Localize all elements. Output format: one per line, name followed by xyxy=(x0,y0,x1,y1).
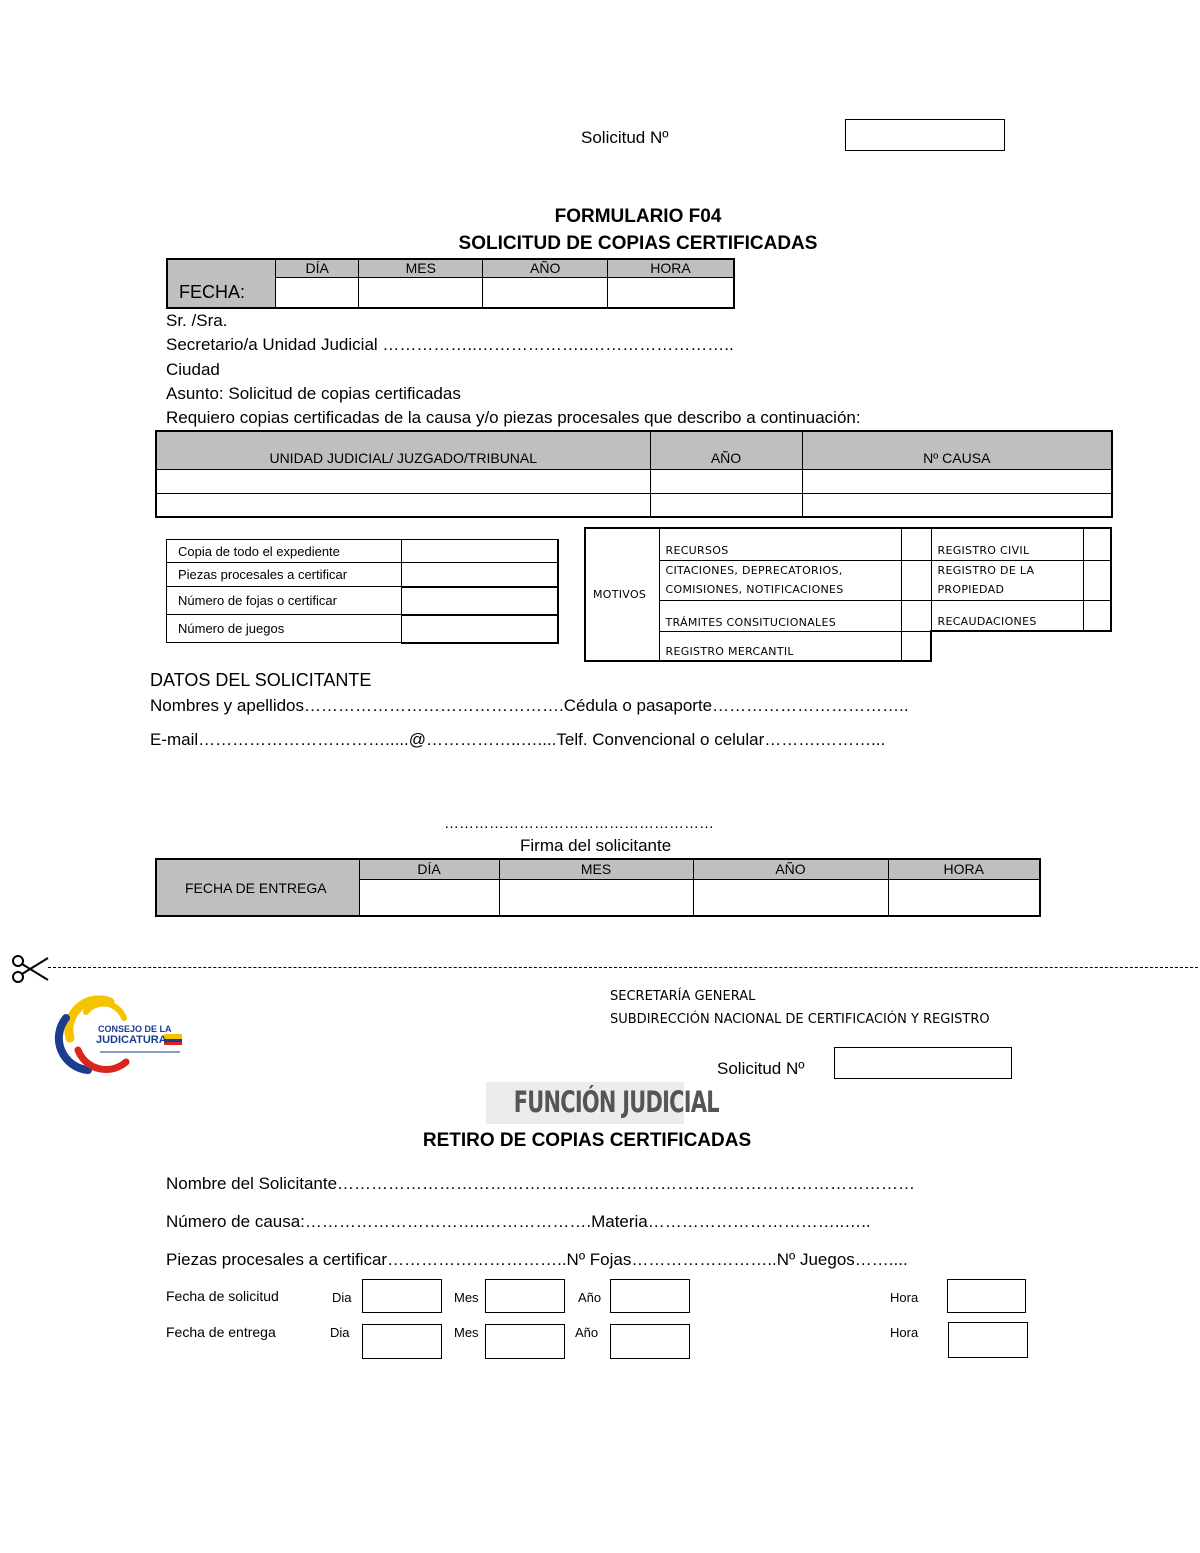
causa-row1-numero[interactable] xyxy=(802,469,1112,493)
fecha-col-hora: HORA xyxy=(607,259,734,277)
motivo-label: CITACIONES, DEPRECATORIOS, COMISIONES, NOTIFICACIONES xyxy=(659,560,901,600)
entrega-table xyxy=(155,858,1041,917)
motivo-label: RECAUDACIONES xyxy=(931,600,1083,631)
motivo-checkbox[interactable] xyxy=(901,528,931,560)
causa-row1-unidad[interactable] xyxy=(156,469,650,493)
letter-secretario: Secretario/a Unidad Judicial ……………..………………..…………………….. xyxy=(166,335,734,354)
hora-label: Hora xyxy=(890,1290,919,1305)
motivo-checkbox[interactable] xyxy=(1083,600,1111,631)
entrega-mes-cell[interactable] xyxy=(499,879,693,916)
causa-header-unidad: UNIDAD JUDICIAL/ JUZGADO/TRIBUNAL xyxy=(156,431,650,469)
entrega-dia-field[interactable] xyxy=(362,1324,442,1359)
copias-row-value[interactable] xyxy=(402,615,559,643)
entrega-mes-field[interactable] xyxy=(485,1324,565,1359)
motivo-checkbox[interactable] xyxy=(901,631,931,661)
signature-line: ……………………………………………… xyxy=(444,815,714,832)
fecha-mes-cell[interactable] xyxy=(359,277,483,308)
motivo-checkbox[interactable] xyxy=(1083,560,1111,600)
fecha-table xyxy=(166,258,735,309)
solicitud-mes-field[interactable] xyxy=(485,1279,565,1313)
retiro-title: RETIRO DE COPIAS CERTIFICADAS xyxy=(422,1130,752,1151)
causa-row2-unidad[interactable] xyxy=(156,493,650,517)
entrega-anio-field[interactable] xyxy=(610,1324,690,1359)
entrega-dia-cell[interactable] xyxy=(359,879,499,916)
motivos-label: MOTIVOS xyxy=(585,528,659,661)
solicitud-number-field[interactable] xyxy=(845,119,1005,151)
logo-text-main: JUDICATURA xyxy=(96,1034,167,1046)
copias-row-value[interactable] xyxy=(402,563,559,587)
logo-text-top: CONSEJO DE LA xyxy=(98,1024,172,1034)
copias-row-label: Número de juegos xyxy=(167,615,402,643)
entrega-hora-cell[interactable] xyxy=(888,879,1040,916)
entrega-col-anio: AÑO xyxy=(693,859,888,879)
retiro-causa-line: Número de causa:…………………………..……………….Materia……………………………..….. xyxy=(166,1212,871,1231)
solicitud-anio-field[interactable] xyxy=(610,1279,690,1313)
entrega-anio-cell[interactable] xyxy=(693,879,888,916)
dia-label: Dia xyxy=(330,1325,350,1340)
retiro-piezas-line: Piezas procesales a certificar…………………………..Nº Fojas……………………..Nº Juegos…….... xyxy=(166,1250,908,1269)
letter-asunto: Asunto: Solicitud de copias certificadas xyxy=(166,384,461,403)
dia-label: Dia xyxy=(332,1290,352,1305)
fecha-dia-cell[interactable] xyxy=(276,277,359,308)
copias-row-label: Piezas procesales a certificar xyxy=(167,563,402,587)
entrega-col-hora: HORA xyxy=(888,859,1040,879)
causa-row2-numero[interactable] xyxy=(802,493,1112,517)
motivos-table xyxy=(584,527,1112,662)
anio-label: Año xyxy=(578,1290,602,1305)
entrega-col-mes: MES xyxy=(499,859,693,879)
retiro-solicitud-field[interactable] xyxy=(834,1047,1012,1079)
copias-row-label: Copia de todo el expediente xyxy=(167,540,402,563)
fecha-anio-cell[interactable] xyxy=(483,277,607,308)
fecha-col-mes: MES xyxy=(359,259,483,277)
causa-row2-anio[interactable] xyxy=(650,493,802,517)
entrega-label: FECHA DE ENTREGA xyxy=(156,859,359,916)
solicitante-heading: DATOS DEL SOLICITANTE xyxy=(150,670,372,690)
solicitante-nombre-line: Nombres y apellidos……………………………………….Cédula o pasaporte…………………………….. xyxy=(150,696,909,715)
fecha-col-anio: AÑO xyxy=(483,259,607,277)
letter-greeting: Sr. /Sra. xyxy=(166,311,228,330)
form-subtitle: SOLICITUD DE COPIAS CERTIFICADAS xyxy=(458,233,818,254)
solicitud-hora-field[interactable] xyxy=(947,1279,1026,1313)
fecha-hora-cell[interactable] xyxy=(607,277,734,308)
causa-table xyxy=(155,430,1113,518)
secretaria-general: SECRETARÍA GENERAL xyxy=(610,989,756,1004)
cut-line xyxy=(48,967,1198,968)
subdireccion: SUBDIRECCIÓN NACIONAL DE CERTIFICACIÓN Y REGISTRO xyxy=(610,1012,990,1027)
copias-row-value[interactable] xyxy=(402,540,559,563)
causa-header-anio: AÑO xyxy=(650,431,802,469)
solicitud-label: Solicitud Nº xyxy=(581,128,669,147)
causa-header-numero: Nº CAUSA xyxy=(802,431,1112,469)
solicitud-dia-field[interactable] xyxy=(362,1279,442,1313)
fecha-label: FECHA: xyxy=(167,259,276,308)
motivo-label: REGISTRO DE LA PROPIEDAD xyxy=(931,560,1083,600)
entrega-col-dia: DÍA xyxy=(359,859,499,879)
letter-ciudad: Ciudad xyxy=(166,360,220,379)
form-title: FORMULARIO F04 xyxy=(554,206,722,227)
entrega-hora-field[interactable] xyxy=(948,1322,1028,1358)
copias-row-value[interactable] xyxy=(402,587,559,615)
copias-table xyxy=(166,539,559,644)
retiro-nombre-line: Nombre del Solicitante………………………………………………………………………………………… xyxy=(166,1174,916,1193)
fecha-col-dia: DÍA xyxy=(276,259,359,277)
fecha-entrega-label: Fecha de entrega xyxy=(166,1324,276,1340)
retiro-solicitud-label: Solicitud Nº xyxy=(717,1059,805,1078)
motivo-label: REGISTRO CIVIL xyxy=(931,528,1083,560)
funcion-judicial-title: FUNCIÓN JUDICIAL xyxy=(513,1085,719,1119)
motivo-checkbox[interactable] xyxy=(1083,528,1111,560)
motivo-label: RECURSOS xyxy=(659,528,901,560)
hora-label: Hora xyxy=(890,1325,919,1340)
letter-request: Requiero copias certificadas de la causa y/o piezas procesales que describo a continuación: xyxy=(166,408,861,427)
motivo-checkbox[interactable] xyxy=(901,600,931,631)
motivo-label: REGISTRO MERCANTIL xyxy=(659,631,901,661)
mes-label: Mes xyxy=(454,1325,479,1340)
motivo-checkbox[interactable] xyxy=(901,560,931,600)
copias-row-label: Número de fojas o certificar xyxy=(167,587,402,615)
causa-row1-anio[interactable] xyxy=(650,469,802,493)
scissors-icon xyxy=(6,953,50,985)
fecha-solicitud-label: Fecha de solicitud xyxy=(166,1288,279,1304)
signature-label: Firma del solicitante xyxy=(520,836,672,855)
mes-label: Mes xyxy=(454,1290,479,1305)
solicitante-email-line: E-mail…………………………….....@……………..…....Telf. Convencional o celular……….………... xyxy=(150,730,886,749)
anio-label: Año xyxy=(575,1325,599,1340)
motivo-label: TRÁMITES CONSITUCIONALES xyxy=(659,600,901,631)
